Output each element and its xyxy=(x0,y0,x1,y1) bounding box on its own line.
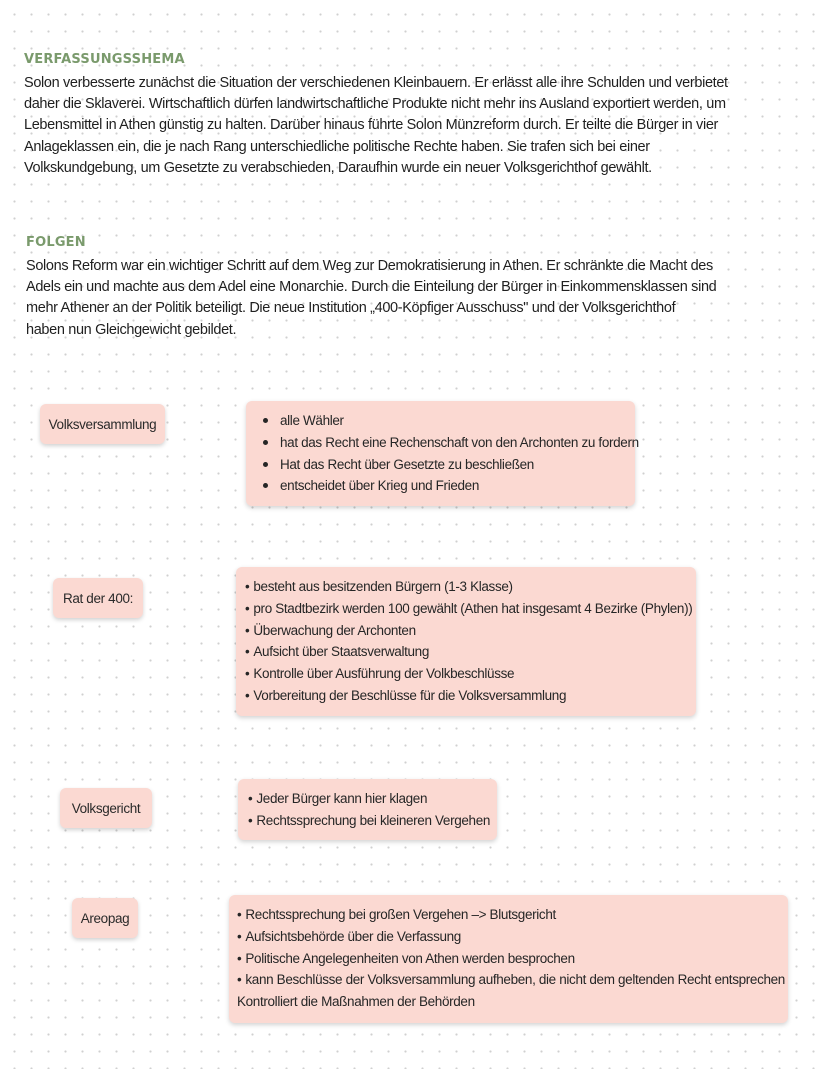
paragraph-line: Solons Reform war ein wichtiger Schritt auf dem Weg zur Demokratisierung in Athen. Er schränkte die Macht des xyxy=(26,258,713,274)
bullet-list xyxy=(245,576,693,707)
box-rat-der-400 xyxy=(236,567,696,716)
list-item: • besteht aus besitzenden Bürgern (1-3 Klasse) xyxy=(245,576,687,598)
list-item: • Rechtssprechung bei kleineren Vergehen xyxy=(248,810,487,832)
label-text: Areopag xyxy=(80,910,130,926)
list-item: entscheidet über Krieg und Frieden xyxy=(258,475,623,497)
verfassungsschema-paragraph xyxy=(24,73,728,179)
box-volksgericht xyxy=(238,779,497,840)
folgen-paragraph xyxy=(26,256,716,341)
list-item: • Aufsichtsbehörde über die Verfassung xyxy=(237,926,780,948)
label-text: Volksversammlung xyxy=(48,416,157,432)
list-item: • Überwachung der Archonten xyxy=(245,620,687,642)
list-item: • Kontrolle über Ausführung der Volkbeschlüsse xyxy=(245,663,687,685)
paragraph-line: Anlageklassen ein, die je nach Rang unterschiedliche politische Rechte haben. Sie trafen sich bei einer xyxy=(24,138,650,155)
section-heading-verfassungsschema: VERFASSUNGSSHEMA xyxy=(24,52,185,67)
box-volksversammlung xyxy=(246,401,639,506)
list-item: • kann Beschlüsse der Volksversammlung aufheben, die nicht dem geltenden Recht entsprechen xyxy=(237,969,780,991)
paragraph-line: Volkskundgebung, um Gesetzte zu verabschieden, Daraufhin wurde ein neuer Volksgerichthof gewählt. xyxy=(24,159,652,176)
label-volksgericht xyxy=(60,788,152,828)
paragraph-line: Solon verbesserte zunächst die Situation der verschiedenen Kleinbauern. Er erlässt alle ihre Schulden und verbietet xyxy=(24,75,728,91)
list-item: hat das Recht eine Rechenschaft von den Archonten zu fordern xyxy=(258,432,623,454)
label-text: Rat der 400: xyxy=(62,590,134,606)
list-item: alle Wähler xyxy=(258,410,623,432)
list-item: • Aufsicht über Staatsverwaltung xyxy=(245,641,687,663)
label-volksversammlung xyxy=(40,404,165,444)
label-text: Volksgericht xyxy=(71,800,141,816)
section-heading-folgen: FOLGEN xyxy=(26,235,86,250)
bullet-list xyxy=(237,904,785,991)
list-item: • Vorbereitung der Beschlüsse für die Volksversammlung xyxy=(245,685,687,707)
paragraph-line: Lebensmittel in Athen günstig zu halten. Darüber hinaus führte Solon Münzreform durch. Er teilte die Bürger in vier xyxy=(24,117,719,134)
list-item: Hat das Recht über Gesetzte zu beschließen xyxy=(258,454,623,476)
list-item: • pro Stadtbezirk werden 100 gewählt (Athen hat insgesamt 4 Bezirke (Phylen)) xyxy=(245,598,687,620)
list-item: • Politische Angelegenheiten von Athen werden besprochen xyxy=(237,948,780,970)
label-areopag xyxy=(72,898,138,938)
paragraph-line: daher die Sklaverei. Wirtschaftlich dürfen landwirtschaftliche Produkte nicht mehr ins Ausland exportiert werden, um xyxy=(24,96,726,113)
extra-line: Kontrolliert die Maßnahmen der Behörden xyxy=(237,994,475,1010)
bullet-list xyxy=(258,410,639,497)
bullet-list xyxy=(248,788,491,832)
list-item: • Rechtssprechung bei großen Vergehen –> Blutsgericht xyxy=(237,904,780,926)
paragraph-line: mehr Athener an der Politik beteiligt. Die neue Institution „400-Köpfiger Ausschuss" und der Volksgerichthof xyxy=(26,300,676,317)
label-rat-der-400 xyxy=(53,578,143,618)
paragraph-line: Adels ein und machte aus dem Adel eine Monarchie. Durch die Einteilung der Bürger in Einkommensklassen sind xyxy=(26,279,717,296)
list-item: • Jeder Bürger kann hier klagen xyxy=(248,788,487,810)
paragraph-line: haben nun Gleichgewicht gebildet. xyxy=(26,321,237,338)
box-areopag xyxy=(229,895,788,1023)
